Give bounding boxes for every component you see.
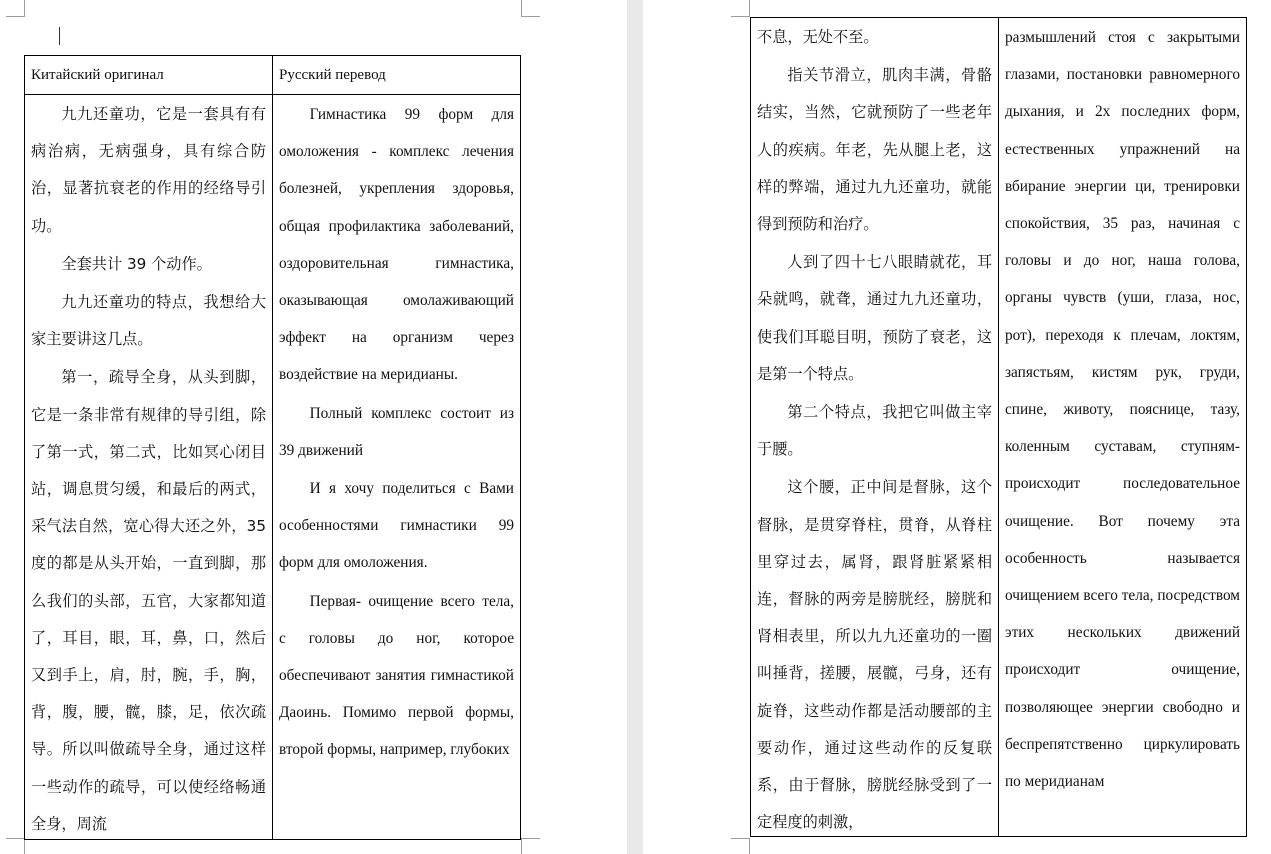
crop-mark-bottom-left — [731, 838, 750, 854]
chinese-cell[interactable] — [25, 95, 273, 840]
chinese-paragraph: 第一，疏导全身，从头到脚，它是一条非常有规律的导引组，除了第一式，第二式，比如冥心闭目站，调息贯匀缓，和最后的两式，采气法自然，宽心得大还之外，35 度的都是从头开始，一直到脚，那么我们的头部，五官，大家都知道了，耳目，眼，耳，鼻，口，然后又到手上，肩，肘，腕，手，胸，背，腹，腰，髋，膝，足，依次疏导。所以叫做疏导全身，通过这样一些动作的疏导，可以使经络畅通全身，周流 — [31, 368, 266, 833]
russian-paragraph: размышлений стоя с закрытыми глазами, постановки равномерного дыхания, и 2х последних форм, естественных упражнений на вбирание энергии ци, тренировки спокойствия, 35 раз, начиная с головы и до ног, наша голова, органы чувств (уши, глаза, нос, рот), переходя к плечам, локтям, запястьям, кистям рук, груди, спине, животу, пояснице, тазу, коленным суставам, ступням- происходит последовательное очищение. Вот почему эта особенность называется очищением всего тела, посредством этих нескольких движений происходит очищение, позволяющее энергии свободно и беспрепятственно циркулировать по меридианам — [1005, 29, 1240, 791]
chinese-paragraph: 这个腰，正中间是督脉，这个督脉，是贯穿脊柱，贯脊，从脊柱里穿过去，属肾，跟肾脏紧紧相连，督脉的两旁是膀胱经，膀胱和肾相表里，所以九九还童功的一圈叫捶背，搓腰，展髋，弓身，还有旋脊，这些动作都是活动腰部的主要动作，通过这些动作的反复联系，由于督脉，膀胱经脉受到了一定程度的刺激， — [757, 478, 992, 832]
russian-paragraph: И я хочу поделиться с Вами особенностями гимнастики 99 форм для омоложения. — [279, 480, 514, 572]
russian-paragraph: Полный комплекс состоит из 39 движений — [279, 404, 514, 459]
crop-mark-bottom-left — [6, 838, 25, 854]
crop-mark-top-left — [6, 0, 25, 17]
table-row — [25, 95, 521, 840]
chinese-paragraph: 九九还童功，它是一套具有有病治病，无病强身，具有综合防治，显著抗衰老的作用的经络导引功。 — [31, 105, 266, 235]
translation-table-right — [750, 17, 1247, 837]
chinese-paragraph: 九九还童功的特点，我想给大家主要讲这几点。 — [31, 293, 266, 349]
russian-paragraph: Первая- очищение всего тела, с головы до ног, которое обеспечивают занятия гимнастикой Даоинь. Помимо первой формы, второй формы, например, глубоких — [279, 592, 514, 759]
translation-table-left — [24, 55, 521, 840]
header-chinese-original[interactable]: Китайский оригинал — [25, 56, 273, 95]
crop-mark-top-left — [731, 0, 750, 17]
crop-mark-top-right — [521, 0, 540, 17]
russian-cell[interactable] — [999, 18, 1247, 837]
text-cursor — [59, 27, 60, 45]
table-header-row — [25, 56, 521, 95]
page-gap — [627, 0, 643, 854]
chinese-cell[interactable] — [751, 18, 999, 837]
header-russian-translation[interactable]: Русский перевод — [273, 56, 521, 95]
chinese-paragraph: 不息，无处不至。 — [757, 28, 879, 46]
chinese-paragraph: 第二个特点，我把它叫做主宰于腰。 — [757, 403, 992, 459]
table-row — [751, 18, 1247, 837]
crop-mark-bottom-right — [521, 838, 540, 854]
chinese-paragraph: 全套共计 39 个动作。 — [61, 254, 212, 273]
russian-paragraph: Гимнастика 99 форм для омоложения - комплекс лечения болезней, укрепления здоровья, общая профилактика заболеваний, оздоровительная гимнастика, оказывающая омолаживающий эффект на организм через воздействие на меридианы. — [279, 106, 514, 384]
chinese-paragraph: 指关节滑立，肌肉丰满，骨骼结实，当然，它就预防了一些老年人的疾病。年老，先从腿上老，这样的弊端，通过九九还童功，就能得到预防和治疗。 — [757, 66, 992, 234]
chinese-paragraph: 人到了四十七八眼睛就花，耳朵就鸣，就聋，通过九九还童功，使我们耳聪目明，预防了衰老，这是第一个特点。 — [757, 253, 992, 383]
russian-cell[interactable] — [273, 95, 521, 840]
